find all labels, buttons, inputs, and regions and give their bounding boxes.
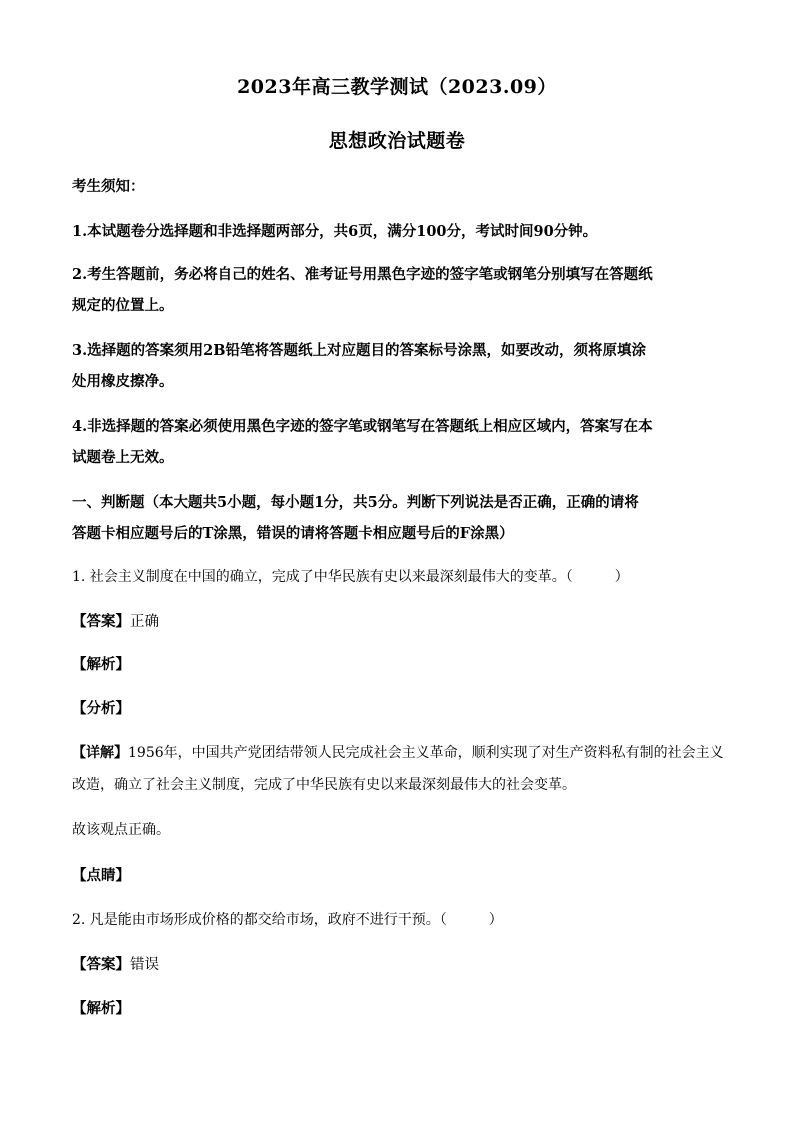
question-1-fenxi-label: 【分析】 (72, 700, 130, 717)
question-1-answer (72, 605, 722, 639)
question-1-conclusion: 故该观点正确。 (72, 822, 170, 838)
detail-text: 1956年，中国共产党团结带领人民完成社会主义革命，顺利实现了对生产资料私有制的社会主义 (128, 745, 724, 761)
question-1-detail-line-2: 改造，确立了社会主义制度，完成了中华民族有史以来最深刻最伟大的社会变革。 (72, 777, 576, 793)
question-1-text: 1. 社会主义制度在中国的确立，完成了中华民族有史以来最深刻最伟大的变革。（ ） (72, 569, 629, 585)
section-1-heading-line-2: 答题卡相应题号后的T涂黑，错误的请将答题卡相应题号后的F涂黑） (72, 525, 514, 542)
notice-item-2-line-2: 规定的位置上。 (72, 297, 174, 314)
notice-item-2-line-1: 2.考生答题前，务必将自己的姓名、准考证号用黑色字迹的签字笔或钢笔分别填写在答题纸 (72, 266, 653, 283)
notice-item-4-line-2: 试题卷上无效。 (72, 449, 174, 466)
question-2-text: 2. 凡是能由市场形成价格的都交给市场，政府不进行干预。（ ） (72, 912, 503, 928)
notice-item-4-line-1: 4.非选择题的答案必须使用黑色字迹的签字笔或钢笔写在答题纸上相应区域内，答案写在本 (72, 418, 653, 435)
section-1-heading-line-1: 一、判断题（本大题共5小题，每小题1分，共5分。判断下列说法是否正确，正确的请将 (72, 494, 639, 511)
page-title: 2023年高三教学测试（2023.09） (237, 76, 557, 98)
answer-value: 错误 (130, 957, 159, 973)
answer-value: 正确 (130, 614, 159, 630)
question-1-dianjing-label: 【点睛】 (72, 867, 130, 884)
question-1-jiexi-label: 【解析】 (72, 656, 130, 673)
notice-heading: 考生须知： (72, 178, 145, 195)
page-subtitle: 思想政治试题卷 (328, 130, 466, 152)
notice-item-3-line-1: 3.选择题的答案须用2B铅笔将答题纸上对应题目的答案标号涂黑，如要改动，须将原填涂 (72, 342, 646, 359)
question-2-answer (72, 948, 722, 982)
notice-item-3-line-2: 处用橡皮擦净。 (72, 373, 174, 390)
question-1-detail-line-1 (72, 737, 722, 770)
answer-label: 【答案】 (72, 956, 130, 973)
notice-item-1: 1.本试题卷分选择题和非选择题两部分，共6页，满分100分，考试时间90分钟。 (72, 223, 598, 240)
detail-label: 【详解】 (72, 745, 128, 761)
answer-label: 【答案】 (72, 613, 130, 630)
question-2-jiexi-label: 【解析】 (72, 1000, 130, 1017)
